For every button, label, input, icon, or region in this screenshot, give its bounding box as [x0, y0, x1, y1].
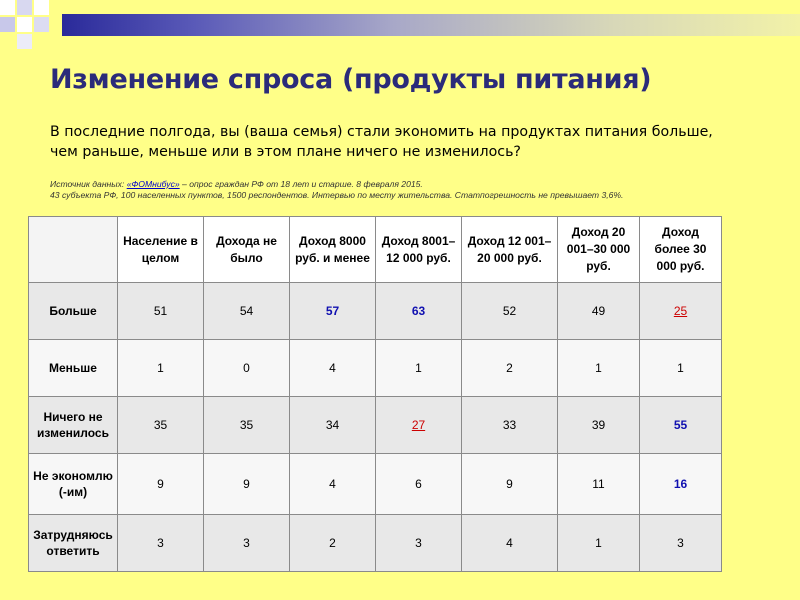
corner-decoration [0, 0, 62, 50]
demand-table [28, 216, 722, 572]
table-cell: 9 [462, 454, 558, 515]
source-prefix: Источник данных: [50, 179, 127, 189]
table-cell: 2 [462, 340, 558, 397]
table-header-no-income: Дохода не было [204, 217, 290, 283]
table-header-corner [29, 217, 118, 283]
row-label: Не экономлю (-им) [29, 454, 118, 515]
table-header-row [29, 217, 722, 283]
table-cell: 51 [118, 283, 204, 340]
table-cell: 35 [204, 397, 290, 454]
table-cell: 3 [118, 515, 204, 572]
table-header-income-8000: Доход 8000 руб. и менее [290, 217, 376, 283]
slide-title: Изменение спроса (продукты питания) [50, 64, 652, 95]
table-cell: 6 [376, 454, 462, 515]
table-cell: 1 [558, 340, 640, 397]
table-cell: 2 [290, 515, 376, 572]
table-header-income-20001-30000: Доход 20 001–30 000 руб. [558, 217, 640, 283]
table-row [29, 454, 722, 515]
table-row [29, 340, 722, 397]
table-row [29, 397, 722, 454]
table-cell: 52 [462, 283, 558, 340]
table-cell: 34 [290, 397, 376, 454]
table-header-income-12001-20000: Доход 12 001–20 000 руб. [462, 217, 558, 283]
row-label: Меньше [29, 340, 118, 397]
table-cell: 3 [640, 515, 722, 572]
table-cell: 25 [640, 283, 722, 340]
table-cell: 1 [376, 340, 462, 397]
row-label: Больше [29, 283, 118, 340]
table-cell: 11 [558, 454, 640, 515]
source-line2: 43 субъекта РФ, 100 населенных пунктов, 1500 респондентов. Интервью по месту жительства. Статпогрешность не превышает 3,6%. [50, 190, 624, 200]
table-cell: 0 [204, 340, 290, 397]
table-header-total: Население в целом [118, 217, 204, 283]
table-cell: 3 [204, 515, 290, 572]
table-header-income-8001-12000: Доход 8001–12 000 руб. [376, 217, 462, 283]
table-cell: 49 [558, 283, 640, 340]
table-cell: 9 [204, 454, 290, 515]
row-label: Затрудняюсь ответить [29, 515, 118, 572]
table-cell: 1 [640, 340, 722, 397]
table-cell: 4 [290, 340, 376, 397]
source-note [50, 179, 770, 201]
table-cell: 4 [462, 515, 558, 572]
header-gradient-bar [62, 14, 800, 36]
table-cell: 27 [376, 397, 462, 454]
table-cell: 35 [118, 397, 204, 454]
table-row [29, 515, 722, 572]
table-cell: 57 [290, 283, 376, 340]
table-header-income-over-30000: Доход более 30 000 руб. [640, 217, 722, 283]
table-cell: 54 [204, 283, 290, 340]
survey-question: В последние полгода, вы (ваша семья) стали экономить на продуктах питания больше, чем раньше, меньше или в этом плане ничего не изменилось? [50, 124, 713, 160]
table-cell: 16 [640, 454, 722, 515]
table-row [29, 283, 722, 340]
table-cell: 55 [640, 397, 722, 454]
table-cell: 1 [558, 515, 640, 572]
table-cell: 4 [290, 454, 376, 515]
table-cell: 3 [376, 515, 462, 572]
table-cell: 9 [118, 454, 204, 515]
source-line1-rest: – опрос граждан РФ от 18 лет и старше. 8 февраля 2015. [179, 179, 423, 189]
table-cell: 39 [558, 397, 640, 454]
table-cell: 33 [462, 397, 558, 454]
table-cell: 1 [118, 340, 204, 397]
row-label: Ничего не изменилось [29, 397, 118, 454]
table-cell: 63 [376, 283, 462, 340]
source-link[interactable]: «ФОМнибус» [126, 179, 180, 189]
